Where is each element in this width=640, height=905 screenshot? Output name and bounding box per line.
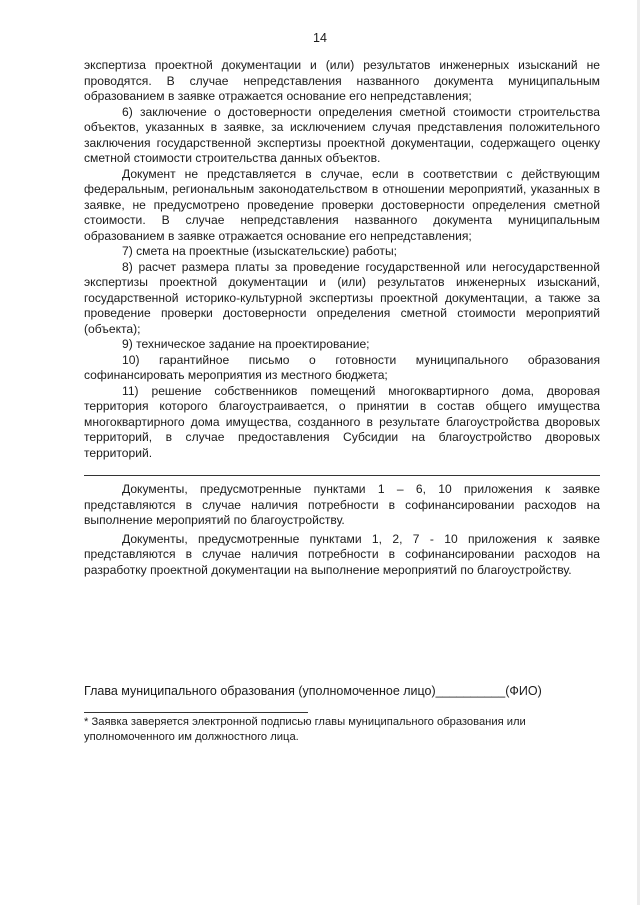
paragraph-documents-1: Документы, предусмотренные пунктами 1 – 6, 10 приложения к заявке представляются в случае наличия потребности в софинансировании расходов на выполнение мероприятий по благоустройству. xyxy=(84,482,600,527)
footnote-divider xyxy=(84,712,308,713)
document-body xyxy=(84,58,600,578)
paragraph-continuation: экспертиза проектной документации и (или) результатов инженерных изысканий не проводятся. В случае непредставления названного документа муниципальным образованием в заявке отражается основание его непредставления; xyxy=(84,58,600,103)
list-item-10: 10) гарантийное письмо о готовности муниципального образования софинансировать мероприятия из местного бюджета; xyxy=(84,352,600,382)
list-item-7: 7) смета на проектные (изыскательские) работы; xyxy=(122,244,398,258)
list-item-9: 9) техническое задание на проектирование; xyxy=(122,337,370,351)
list-item-6: 6) заключение о достоверности определения сметной стоимости строительства объектов, указанных в заявке, за исключением случая представления положительного заключения государственной экспертизы проектной документации, содержащего оценку сметной стоимости строительства данных объектов. xyxy=(84,104,600,165)
paragraph-note: Документ не представляется в случае, если в соответствии с действующим федеральным, региональным законодательством в отношении мероприятий, указанных в заявке, не предусмотрено проведение проверки достоверности определения сметной стоимости. В случае непредставления названного документа муниципальным образованием в заявке отражается основание его непредставления; xyxy=(84,166,600,243)
signature-line: Глава муниципального образования (уполномоченное лицо)__________(ФИО) xyxy=(84,684,542,698)
section-divider xyxy=(84,475,600,476)
list-item-8: 8) расчет размера платы за проведение государственной или негосударственной экспертизы проектной документации и (или) результатов инженерных изысканий, государственной историко-культурной экспертизы проектной документации, а также за проведение проверки достоверности определения сметной стоимости мероприятий (объекта); xyxy=(84,259,600,336)
footnote: * Заявка заверяется электронной подписью главы муниципального образования или уполномоченного им должностного лица. xyxy=(84,716,526,743)
list-item-11: 11) решение собственников помещений многоквартирного дома, дворовая территория которого благоустраивается, о принятии в состав общего имущества многоквартирного дома имущества, созданного в результате благоустройства дворовых территорий, в случае предоставления Субсидии на благоустройство дворовых территорий. xyxy=(84,383,600,460)
page-number: 14 xyxy=(313,31,327,45)
paragraph-documents-2: Документы, предусмотренные пунктами 1, 2, 7 - 10 приложения к заявке представляются в случае наличия потребности в софинансировании расходов на разработку проектной документации на выполнение мероприятий по благоустройству. xyxy=(84,531,600,577)
